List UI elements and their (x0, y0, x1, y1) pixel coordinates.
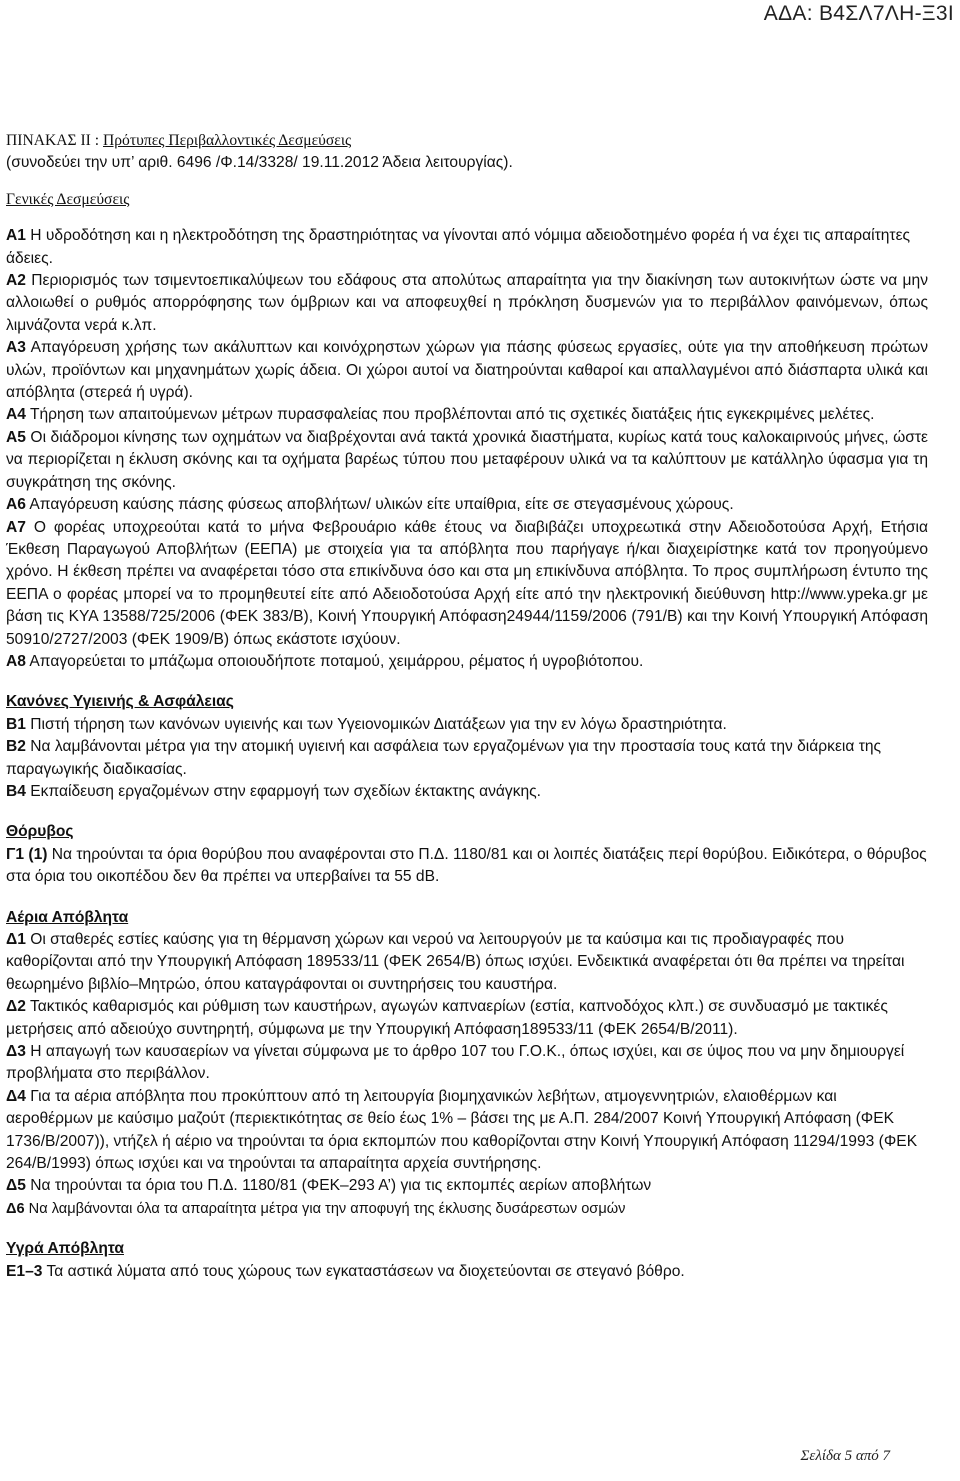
ada-code: ΑΔΑ: Β4ΣΛ7ΛΗ-Ξ3Ι (763, 2, 954, 25)
item-text: Να λαμβάνονται μέτρα για την ατομική υγιεινή και ασφάλεια των εργαζομένων για την προστασία τους κατά την διάρκεια της παραγωγικής διαδικασίας. (6, 738, 882, 778)
item-code: Α3 (6, 339, 26, 357)
page-number: Σελίδα 5 από 7 (800, 1448, 890, 1464)
air-list (6, 929, 928, 1220)
item-a1 (6, 225, 928, 270)
item-a6 (6, 494, 928, 516)
item-text: Τα αστικά λύματα από τους χώρους των εγκαταστάσεων να διοχετεύονται σε στεγανό βόθρο. (42, 1262, 685, 1280)
hygiene-list (6, 714, 928, 804)
item-b2 (6, 736, 928, 781)
item-a7 (6, 517, 928, 651)
item-code: Δ5 (6, 1177, 26, 1195)
item-b4 (6, 781, 928, 803)
item-text: Εκπαίδευση εργαζομένων στην εφαρμογή των σχεδίων έκτακτης ανάγκης. (25, 782, 542, 800)
item-d5 (6, 1175, 928, 1197)
item-text: Οι σταθερές εστίες καύσης για τη θέρμανση χώρων και νερού να λειτουργούν με τα καύσιμα και τις προδιαγραφές που καθορίζονται από την Υπουργική Απόφαση 189533/11 (ΦΕΚ 2654/Β) όπως ισχύει. Ενδεικτικά αναφέρεται ότι θα πρέπει να τηρείται θεωρημένο βιβλίο–Μητρώο, όπου καταγράφονται οι συντηρήσεις του καυστήρα. (6, 931, 905, 993)
item-code: Δ6 (6, 1200, 25, 1217)
general-list (6, 225, 928, 673)
item-code: Β4 (6, 782, 26, 800)
table-subtitle: (συνοδεύει την υπ’ αριθ. 6496 /Φ.14/3328/ 19.11.2012 Άδεια λειτουργίας). (6, 154, 513, 172)
item-code: Δ2 (6, 998, 26, 1016)
item-code: Δ3 (6, 1043, 26, 1061)
liquid-list (6, 1261, 928, 1283)
item-code: Α8 (6, 652, 26, 670)
liquid-heading: Υγρά Απόβλητα (6, 1240, 124, 1258)
item-code: Α7 (6, 518, 26, 536)
item-d2 (6, 996, 928, 1041)
item-text: Η απαγωγή των καυσαερίων να γίνεται σύμφωνα με το άρθρο 107 του Γ.Ο.Κ., όπως ισχύει, και σε ύψος που να μην δημιουργεί προβλήματα στο περιβάλλον. (6, 1043, 905, 1083)
item-code: Δ1 (6, 931, 26, 948)
noise-list (6, 844, 928, 889)
item-text: Τακτικός καθαρισμός και ρύθμιση των καυστήρων, αγωγών καπναερίων (εστία, καπνοδόχος κλπ.) σε συνδυασμό με τακτικές μετρήσεις από αδειούχο συντηρητή, σύμφωνα με την Υπουργική Απόφαση189533/11 (ΦΕΚ 2654/Β/2011). (6, 998, 888, 1038)
item-text: Να λαμβάνονται όλα τα απαραίτητα μέτρα για την αποφυγή της έκλυσης δυσάρεστων οσμών (24, 1200, 626, 1217)
item-text: Περιορισμός των τσιμεντοεπικαλύψεων του εδάφους στα απολύτως απαραίτητα για την διακίνηση των αυτοκινήτων ώστε να μην αλλοιωθεί ο ρυθμός απορρόφησης των όμβριων και να αποφευχθεί η πρόκληση δυσμενών για το περιβάλλον φαινόμενων, όπως λιμνάζοντα νερά κ.λπ. (6, 272, 928, 334)
table-title-name: Πρότυπες Περιβαλλοντικές Δεσμεύσεις (103, 132, 352, 149)
air-heading: Αέρια Απόβλητα (6, 908, 129, 926)
item-code: Β2 (6, 738, 26, 756)
item-text: Απαγορεύεται το μπάζωμα οποιουδήποτε ποταμού, χειμάρρου, ρέματος ή υγροβιότοπου. (25, 652, 644, 670)
table-title (6, 130, 928, 152)
item-text: Απαγόρευση χρήσης των ακάλυπτων και κοινόχρηστων χώρων για πάσης φύσεως εργασίες, ούτε για την αποθήκευση πρώτων υλών, προϊόντων και μηχανημάτων χωρίς άδεια. Οι χώροι αυτοί να διατηρούνται καθαροί και απαλλαγμένοι από διάσπαρτα υλικά και απόβλητα (στερεά ή υγρά). (6, 339, 928, 402)
item-code: Α6 (6, 496, 26, 514)
item-a3 (6, 337, 928, 404)
item-text: Να τηρούνται τα όρια του Π.Δ. 1180/81 (ΦΕΚ–293 Α’) για τις εκπομπές αερίων αποβλήτων (25, 1177, 652, 1195)
item-d3 (6, 1041, 928, 1086)
hygiene-heading: Κανόνες Υγιεινής & Ασφάλειας (6, 693, 234, 711)
item-text: Για τα αέρια απόβλητα που προκύπτουν από τη λειτουργία βιομηχανικών λεβήτων, ατμογεννητριών, ελαιοθέρμων και αεροθέρμων με καύσιμο μαζούτ (περιεκτικότητας σε θείο έως 1% – βάσει της με Α.Π. 284/2007 Κοινή Υπουργική Απόφαση (ΦΕΚ 1736/Β/2007)), ντήζελ ή αέριο να τηρούνται τα όρια εκπομπών που καθορίζονται στην Κοινή Υπουργική Απόφαση 11294/1993 (ΦΕΚ 264/Β/1993) όπως ισχύει και να τηρούνται τα απαραίτητα αρχεία συντήρησης. (6, 1087, 918, 1173)
item-d6 (6, 1198, 928, 1220)
item-code: Α1 (6, 227, 26, 245)
item-code: Γ1 (1) (6, 845, 48, 863)
item-d4 (6, 1086, 928, 1176)
item-text: Να τηρούνται τα όρια θορύβου που αναφέρονται στο Π.Δ. 1180/81 και οι λοιπές διατάξεις περί θορύβου. Ειδικότερα, ο θόρυβος στα όρια του οικοπέδου δεν θα πρέπει να υπερβαίνει τα 55 dB. (6, 845, 927, 886)
general-heading: Γενικές Δεσμεύσεις (6, 190, 130, 208)
item-text: Τήρηση των απαιτούμενων μέτρων πυρασφαλείας που προβλέπονται από τις σχετικές διατάξεις ήτις εγκεκριμένες μελέτες. (25, 406, 875, 424)
item-text: Οι διάδρομοι κίνησης των οχημάτων να διαβρέχονται ανά τακτά χρονικά διαστήματα, κυρίως κατά τους καλοκαιρινούς μήνες, ώστε να περιορίζεται η έκλυση σκόνης και τα οχήματα βαρέως τύπου που μεταφέρουν υλικά να τα καλύπτουν με κατάλληλο ύφασμα για τη συγκράτηση της σκόνης. (6, 428, 928, 491)
item-text: Πιστή τήρηση των κανόνων υγιεινής και των Υγειονομικών Διατάξεων για την εν λόγω δραστηριότητα. (25, 715, 727, 733)
item-a8 (6, 651, 928, 673)
item-code: Β1 (6, 715, 26, 733)
item-a2 (6, 270, 928, 337)
item-a4 (6, 404, 928, 426)
item-c1 (6, 844, 928, 889)
item-code: Α4 (6, 406, 26, 424)
item-text: Απαγόρευση καύσης πάσης φύσεως αποβλήτων/ υλικών είτε υπαίθρια, είτε σε στεγασμένους χώρους. (25, 496, 734, 514)
item-text: Η υδροδότηση και η ηλεκτροδότηση της δραστηριότητας να γίνονται από νόμιμα αδειοδοτημένο φορέα ή να έχει τις απαραίτητες άδειες. (6, 227, 911, 267)
item-d1 (6, 929, 928, 996)
item-code: Α2 (6, 272, 26, 290)
noise-heading: Θόρυβος (6, 823, 74, 841)
item-text: Ο φορέας υποχρεούται κατά το μήνα Φεβρουάριο κάθε έτους να διαβιβάζει υποχρεωτικά στην Αδειοδοτούσα Αρχή, Ετήσια Έκθεση Παραγωγού Αποβλήτων (ΕΕΠΑ) με στοιχεία για τα απόβλητα που παρήγαγε ή/και διαχειρίστηκε κατά τον προηγούμενο χρόνο. Η έκθεση πρέπει να αναφέρεται τόσο στα επικίνδυνα όσο και στα μη επικίνδυνα απόβλητα. Το προς συμπλήρωση έντυπο της ΕΕΠΑ ο φορέας μπορεί να το προμηθευτεί είτε από Αδειοδοτούσα Αρχή είτε από την ηλεκτρονική διεύθυνση http://www.ypeka.gr με βάση τις ΚΥΑ 13588/725/2006 (ΦΕΚ 383/Β), Κοινή Υπουργική Απόφαση24944/1159/2006 (791/Β) και την Κοινή Υπουργική Απόφαση 50910/2727/2003 (ΦΕΚ 1909/Β) όπως εκάστοτε ισχύουν. (6, 518, 928, 648)
item-b1 (6, 714, 928, 736)
item-a5 (6, 427, 928, 494)
item-e1 (6, 1261, 928, 1283)
document-body (6, 130, 928, 1283)
item-code: Δ4 (6, 1087, 26, 1105)
table-title-prefix: ΠΙΝΑΚΑΣ ΙΙ : (6, 132, 103, 149)
item-code: Α5 (6, 428, 26, 446)
item-code: Ε1–3 (6, 1262, 43, 1280)
